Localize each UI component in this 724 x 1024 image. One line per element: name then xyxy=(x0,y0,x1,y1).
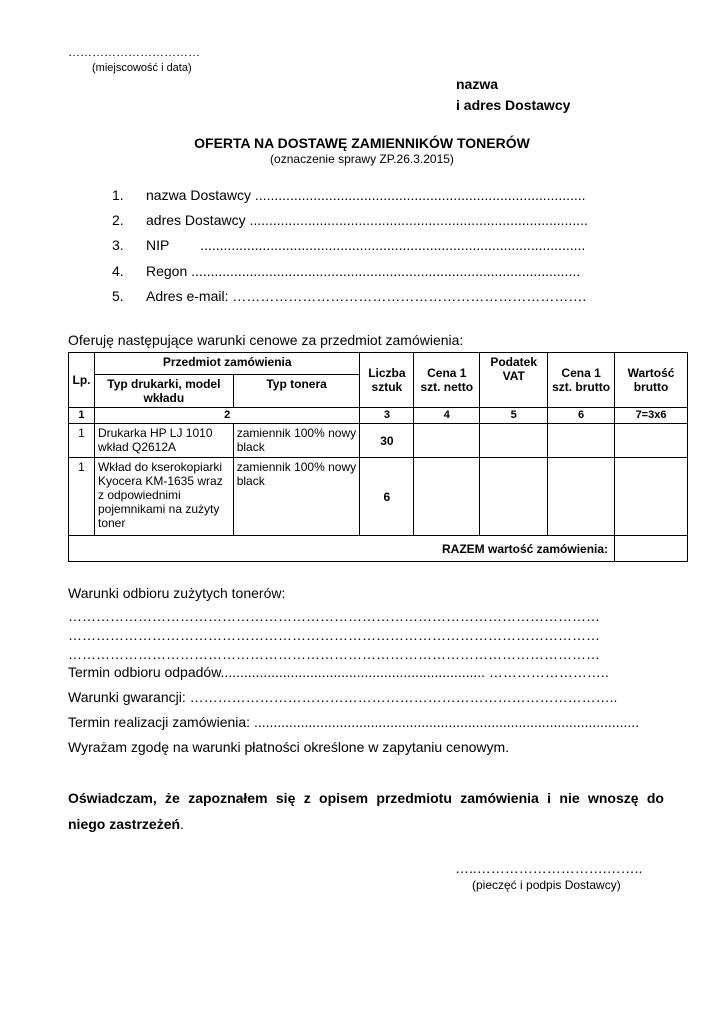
header-vat: Podatek VAT xyxy=(480,353,548,408)
declaration-period: . xyxy=(180,816,184,832)
header-subject: Przedmiot zamówienia xyxy=(94,353,359,375)
place-date-dots: …………………………… xyxy=(68,45,200,59)
pickup-conditions-label: Warunki odbioru zużytych tonerów: xyxy=(68,585,286,601)
field-number: 2. xyxy=(112,212,124,228)
supplier-field-regon xyxy=(112,263,580,279)
field-number: 1. xyxy=(112,187,124,203)
field-number: 4. xyxy=(112,263,124,279)
waste-pickup-term[interactable]: Termin odbioru odpadów.................................................................... …………………….. xyxy=(68,664,609,680)
row-vat[interactable] xyxy=(480,424,548,458)
row-gross-value[interactable] xyxy=(615,458,688,536)
row-gross-value[interactable] xyxy=(615,424,688,458)
column-number: 6 xyxy=(548,408,615,424)
field-text: Adres e-mail: …………………………………………………………………. xyxy=(146,288,587,304)
pickup-conditions-line[interactable]: …………………………………………………………………………………………………… xyxy=(68,627,600,643)
supplier-field-name xyxy=(112,187,586,203)
header-gross-value: Wartość brutto xyxy=(615,353,688,408)
offer-table xyxy=(68,352,688,562)
signature-dots[interactable]: …..……………………….…….. xyxy=(455,860,643,876)
header-net-price: Cena 1 szt. netto xyxy=(414,353,480,408)
row-toner: zamiennik 100% nowy black xyxy=(233,458,360,536)
row-net-price[interactable] xyxy=(414,458,480,536)
row-toner: zamiennik 100% nowy black xyxy=(233,424,360,458)
field-number: 3. xyxy=(112,237,124,253)
payment-consent: Wyrażam zgodę na warunki płatności określone w zapytaniu cenowym. xyxy=(68,739,510,755)
field-text: NIP ................................................................................................... xyxy=(146,237,586,253)
declaration-line1: Oświadczam, że zapoznałem się z opisem przedmiotu zamówienia i nie wnoszę do xyxy=(68,790,664,806)
field-text: nazwa Dostawcy ..................................................................................... xyxy=(146,187,586,203)
field-text: adres Dostawcy ....................................................................................... xyxy=(146,212,588,228)
header-gross-price: Cena 1 szt. brutto xyxy=(548,353,615,408)
column-number: 1 xyxy=(69,408,95,424)
declaration-text-end: niego zastrzeżeń xyxy=(68,816,181,832)
table-row xyxy=(69,424,688,458)
column-number: 5 xyxy=(480,408,548,424)
row-lp: 1 xyxy=(69,458,95,536)
row-gross-price[interactable] xyxy=(548,424,615,458)
row-printer: Wkład do kserokopiarki Kyocera KM-1635 wraz z odpowiednimi pojemnikami na zużyty toner xyxy=(94,458,233,536)
total-row xyxy=(69,536,688,562)
row-gross-price[interactable] xyxy=(548,458,615,536)
column-number: 4 xyxy=(414,408,480,424)
supplier-field-nip xyxy=(112,237,585,253)
total-label: RAZEM wartość zamówienia: xyxy=(69,536,615,562)
pickup-conditions-line[interactable]: …………………………………………………………………………………………………… xyxy=(68,608,600,624)
place-date-label: (miejscowość i data) xyxy=(92,62,192,74)
warranty-conditions[interactable]: Warunki gwarancji: ……………………………………………………………………………….. xyxy=(68,689,618,705)
header-lp: Lp. xyxy=(69,353,95,408)
pickup-conditions-line[interactable]: …………………………………………………………………………………………………… xyxy=(68,646,600,662)
row-printer: Drukarka HP LJ 1010 wkład Q2612A xyxy=(94,424,233,458)
document-title: OFERTA NA DOSTAWĘ ZAMIENNIKÓW TONERÓW xyxy=(194,135,530,151)
supplier-field-email xyxy=(112,288,586,304)
column-number: 3 xyxy=(360,408,414,424)
row-qty: 30 xyxy=(360,424,414,458)
signature-label: (pieczęć i podpis Dostawcy) xyxy=(472,878,621,892)
column-number: 2 xyxy=(94,408,359,424)
header-printer-type: Typ drukarki, model wkładu xyxy=(94,375,233,408)
realization-term[interactable]: Termin realizacji zamówienia: ................................................................................................... xyxy=(68,714,640,730)
total-value[interactable] xyxy=(615,536,688,562)
row-lp: 1 xyxy=(69,424,95,458)
row-qty: 6 xyxy=(360,458,414,536)
field-number: 5. xyxy=(112,288,124,304)
declaration-line2 xyxy=(68,816,184,832)
row-vat[interactable] xyxy=(480,458,548,536)
supplier-address-label: i adres Dostawcy xyxy=(456,97,571,113)
table-row xyxy=(69,458,688,536)
row-net-price[interactable] xyxy=(414,424,480,458)
supplier-name-label: nazwa xyxy=(456,76,499,92)
offer-intro: Oferuję następujące warunki cenowe za przedmiot zamówienia: xyxy=(68,332,464,348)
header-toner-type: Typ tonera xyxy=(233,375,360,408)
header-qty: Liczba sztuk xyxy=(360,353,414,408)
case-reference: (oznaczenie sprawy ZP.26.3.2015) xyxy=(270,152,454,166)
field-text: Regon .................................................................................................... xyxy=(146,263,581,279)
column-number: 7=3x6 xyxy=(615,408,688,424)
supplier-field-address xyxy=(112,212,588,228)
